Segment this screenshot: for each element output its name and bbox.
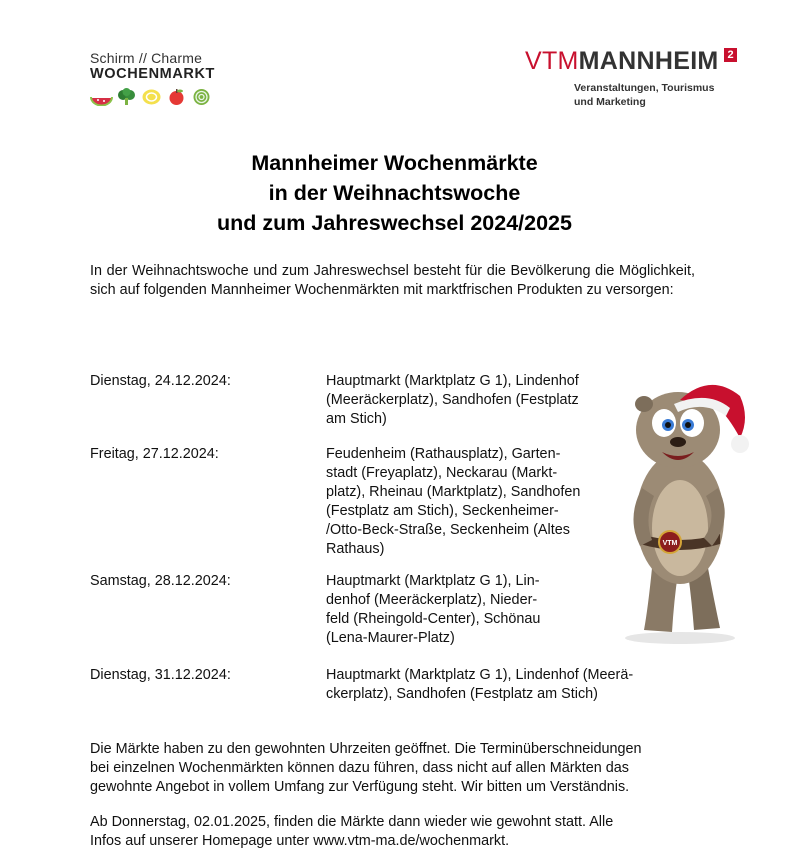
schedule-date: Dienstag, 31.12.2024:	[90, 667, 231, 683]
schedule-date: Freitag, 27.12.2024:	[90, 446, 219, 462]
paragraph-line: Ab Donnerstag, 02.01.2025, finden die Märkte dann wieder wie gewohnt statt. Alle	[90, 814, 614, 830]
logo-brand-vtm: VTM	[525, 47, 579, 75]
homepage-paragraph	[90, 813, 710, 851]
location-line: Hauptmarkt (Marktplatz G 1), Lindenhof	[326, 373, 579, 389]
location-line: (Meeräckerplatz), Sandhofen (Festplatz	[326, 392, 579, 408]
title-line2: in der Weihnachtswoche	[268, 181, 521, 205]
location-line: am Stich)	[326, 411, 387, 427]
mascot-illustration	[600, 368, 760, 648]
logo-brand-city: MANNHEIM	[578, 47, 719, 75]
intro-paragraph: In der Weihnachtswoche und zum Jahreswechsel besteht für die Bevölkerung die Möglichkeit, sich auf folgenden Mannheimer Wochenmärkten mit marktfrischen Produkten zu versorgen:	[90, 263, 695, 298]
location-line: stadt (Freyaplatz), Neckarau (Markt-	[326, 465, 558, 481]
wochenmarkt-logo	[90, 50, 220, 106]
produce-icons	[90, 88, 220, 106]
logo-subtitle-line1: Veranstaltungen, Tourismus	[574, 82, 715, 94]
logo-subtitle	[574, 81, 750, 109]
location-line: Rathaus)	[326, 541, 385, 557]
logo-superscript-badge: 2	[724, 48, 737, 62]
logo-brand	[525, 47, 750, 75]
location-line: feld (Rheingold-Center), Schönau	[326, 611, 541, 627]
vtm-mannheim-logo	[525, 47, 750, 109]
schedule-locations	[326, 572, 540, 648]
location-line: platz), Rheinau (Marktplatz), Sandhofen	[326, 484, 581, 500]
paragraph-line: bei einzelnen Wochenmärkten können dazu führen, dass nicht auf allen Märkten das	[90, 760, 629, 776]
logo-subtitle-line2: und Marketing	[574, 96, 646, 108]
paragraph-line: Die Märkte haben zu den gewohnten Uhrzeiten geöffnet. Die Terminüberschneidungen	[90, 741, 642, 757]
location-line: denhof (Meeräckerplatz), Nieder-	[326, 592, 538, 608]
apple-icon	[165, 88, 188, 106]
document-title	[0, 148, 789, 238]
schedule-date: Samstag, 28.12.2024:	[90, 573, 231, 589]
location-line: (Lena-Maurer-Platz)	[326, 630, 455, 646]
location-line: Hauptmarkt (Marktplatz G 1), Lindenhof (Meerä-	[326, 667, 634, 683]
location-line: Hauptmarkt (Marktplatz G 1), Lin-	[326, 573, 540, 589]
lemon-icon	[140, 88, 163, 106]
paragraph-line: Infos auf unserer Homepage unter www.vtm-ma.de/wochenmarkt.	[90, 833, 510, 849]
schedule-date: Dienstag, 24.12.2024:	[90, 373, 231, 389]
location-line: /Otto-Beck-Straße, Seckenheim (Altes	[326, 522, 570, 538]
logo-wordmark: WOCHENMARKT	[90, 66, 216, 82]
location-line: Feudenheim (Rathausplatz), Garten-	[326, 446, 561, 462]
opening-hours-paragraph	[90, 740, 710, 797]
title-line3: und zum Jahreswechsel 2024/2025	[217, 211, 572, 235]
broccoli-icon	[115, 88, 138, 106]
melon-icon	[90, 88, 113, 106]
schedule-locations	[326, 372, 579, 429]
paragraph-line: gewohnte Angebot in vollem Umfang zur Verfügung steht. Wir bitten um Verständnis.	[90, 779, 630, 795]
location-line: (Festplatz am Stich), Seckenheimer-	[326, 503, 559, 519]
schedule-locations	[326, 666, 646, 704]
cabbage-icon	[190, 88, 213, 106]
title-line1: Mannheimer Wochenmärkte	[251, 151, 538, 175]
schedule-locations	[326, 445, 580, 559]
belt-buckle-text: VTM	[662, 540, 678, 547]
location-line: ckerplatz), Sandhofen (Festplatz am Stich)	[326, 686, 598, 702]
logo-tagline: Schirm // Charme	[90, 50, 203, 66]
